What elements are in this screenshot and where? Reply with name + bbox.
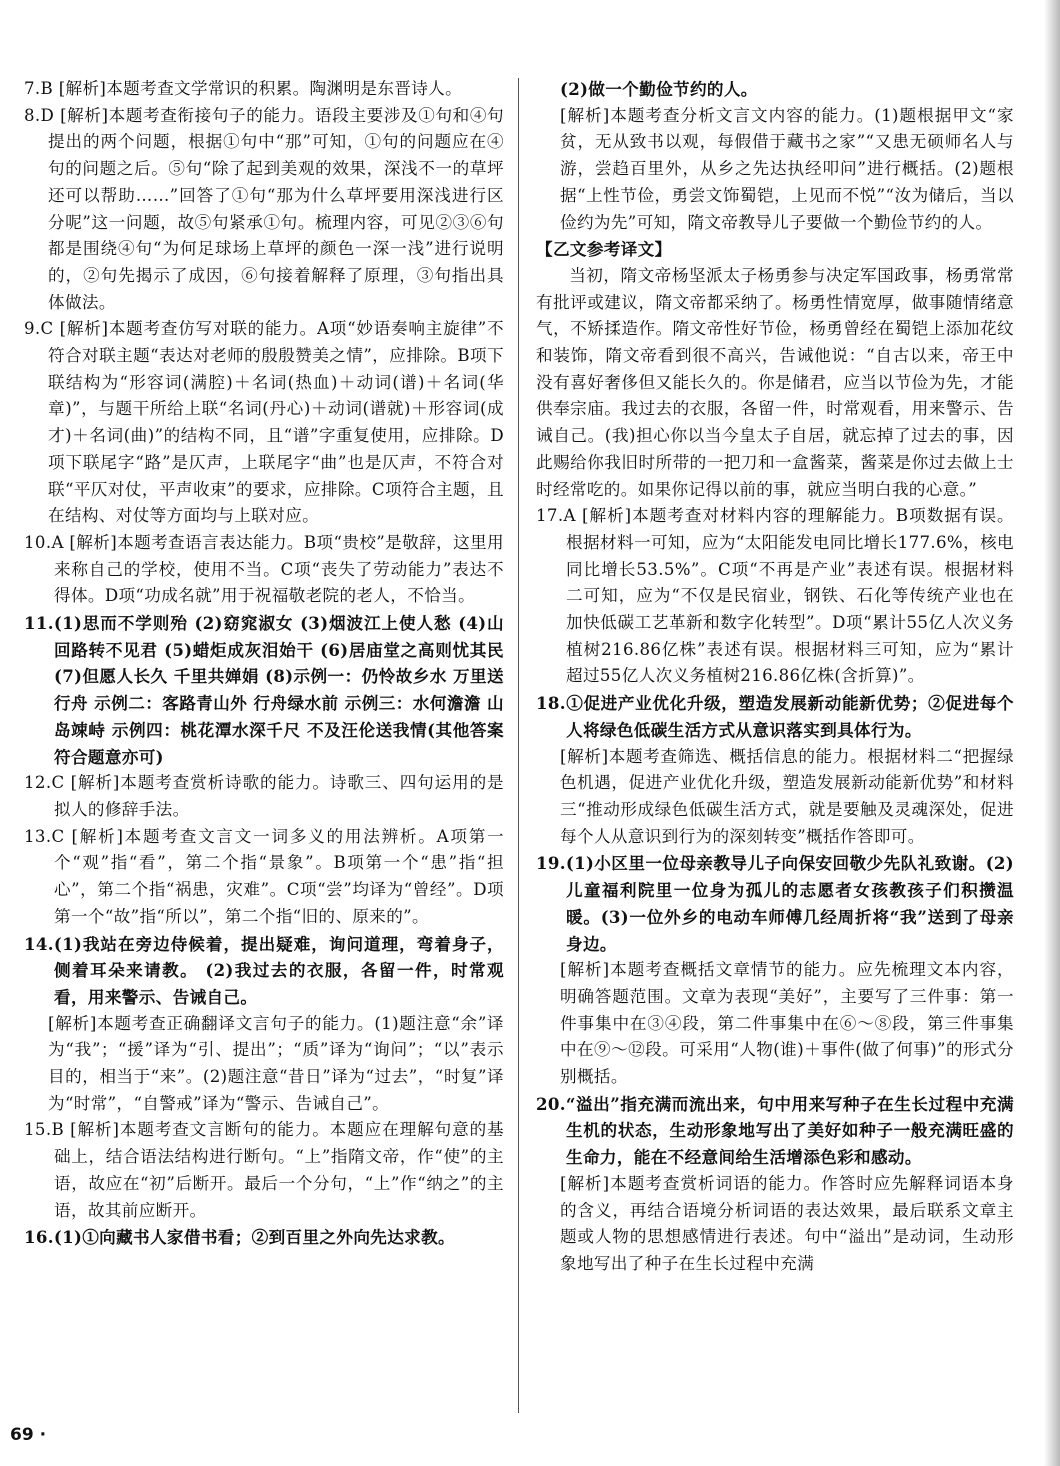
answer-paragraph: 9.C [解析]本题考查仿写对联的能力。A项“妙语奏响主旋律”不符合对联主题“表达对老师的殷殷赞美之情”，应排除。B项下联结构为“形容词(满腔)＋名词(热血)＋动词(谱)＋名词(华章)”，与题干所给上联“名词(丹心)＋动词(谱就)＋形容词(成才)＋名词(曲)”的结构不同，且“谱”字重复使用，应排除。D项下联尾字“路”是仄声，上联尾字“曲”也是仄声，不符合对联“平仄对仗，平声收束”的要求，应排除。C项符合主题，且在结构、对仗等方面均与上联对应。 bbox=[24, 319, 504, 526]
right-column bbox=[536, 76, 1014, 1278]
answer-paragraph: 15.B [解析]本题考查文言断句的能力。本题应在理解句意的基础上，结合语法结构进行断句。“上”指隋文帝，作“使”的主语，故应在“初”后断开。最后一个分句，“上”作“纳之”的主语，故其前应断开。 bbox=[24, 1120, 504, 1220]
answer-paragraph: 17.A [解析]本题考查对材料内容的理解能力。B项数据有误。根据材料一可知，应为“太阳能发电同比增长177.6%，核电同比增长53.5%”。C项“不再是产业”表述有误。根据材料二可知，应为“不仅是民宿业，钢铁、石化等传统产业也在加快低碳工艺革新和数字化转型”。D项“累计55亿人次义务植树216.86亿株”表述有误。根据材料三可知，应为“累计超过55亿人次义务植树216.86亿株(含折算)”。 bbox=[536, 506, 1014, 686]
answer-paragraph: 当初，隋文帝杨坚派太子杨勇参与决定军国政事，杨勇常常有批评或建议，隋文帝都采纳了。杨勇性情宽厚，做事随情绪意气，不矫揉造作。隋文帝性好节俭，杨勇曾经在蜀铠上添加花纹和装饰，隋文帝看到很不高兴，告诫他说：“自古以来，帝王中没有喜好奢侈但又能长久的。你是储君，应当以节俭为先，才能供奉宗庙。我过去的衣服，各留一件，时常观看，用来警示、告诫自己。(我)担心你以当今皇太子自居，就忘掉了过去的事，因此赐给你我旧时所带的一把刀和一盒酱菜，酱菜是你过去做上士时经常吃的。如果你记得以前的事，就应当明白我的心意。” bbox=[536, 265, 1014, 499]
answer-paragraph: [解析]本题考查正确翻译文言句子的能力。(1)题注意“余”译为“我”；“援”译为“引、提出”；“质”译为“询问”；“以”表示目的，相当于“来”。(2)题注意“昔日”译为“过去”，“时复”译为“时常”，“自警戒”译为“警示、告诫自己”。 bbox=[48, 1013, 504, 1113]
answer-paragraph: [解析]本题考查赏析词语的能力。作答时应先解释词语本身的含义，再结合语境分析词语的表达效果，最后联系文章主题或人物的思想感情进行表述。句中“溢出”是动词，生动形象地写出了种子在生长过程中充满 bbox=[560, 1173, 1014, 1273]
left-column bbox=[24, 76, 504, 1251]
page-number: 69 · bbox=[10, 1425, 47, 1445]
answer-paragraph: 20.“溢出”指充满而流出来，句中用来写种子在生长过程中充满生机的状态，生动形象地写出了美好如种子一般充满旺盛的生命力，能在不经意间给生活增添色彩和感动。 bbox=[536, 1093, 1014, 1168]
answer-paragraph: 10.A [解析]本题考查语言表达能力。B项“贵校”是敬辞，这里用来称自己的学校，使用不当。C项“丧失了劳动能力”表达不得体。D项“功成名就”用于祝福敬老院的老人，不恰当。 bbox=[24, 532, 504, 606]
answer-paragraph: 7.B [解析]本题考查文学常识的积累。陶渊明是东晋诗人。 bbox=[24, 79, 463, 98]
answer-paragraph: 11.(1)思而不学则殆 (2)窈窕淑女 (3)烟波江上使人愁 (4)山回路转不见君 (5)蜡炬成灰泪始干 (6)居庙堂之高则忧其民 (7)但愿人长久 千里共婵娟 (8)示例一：仍怜故乡水 万里送行舟 示例二：客路青山外 行舟绿水前 示例三：水何澹澹 山岛竦峙 示例四：桃花潭水深千尺 不及汪伦送我情(其他答案符合题意亦可) bbox=[24, 613, 504, 767]
page-edge-shadow bbox=[1044, 0, 1060, 1466]
answer-paragraph: 19.(1)小区里一位母亲教导儿子向保安回敬少先队礼致谢。(2)儿童福利院里一位身为孤儿的志愿者女孩教孩子们积攒温暖。(3)一位外乡的电动车师傅几经周折将“我”送到了母亲身边。 bbox=[536, 853, 1014, 954]
answer-paragraph: 13.C [解析]本题考查文言文一词多义的用法辨析。A项第一个“观”指“看”，第二个指“景象”。B项第一个“患”指“担心”，第二个指“祸患，灾难”。C项“尝”均译为“曾经”。D项第一个“故”指“所以”，第二个指“旧的、原来的”。 bbox=[24, 826, 504, 926]
answer-paragraph: 【乙文参考译文】 bbox=[536, 239, 672, 260]
answer-paragraph: 16.(1)①向藏书人家借书看；②到百里之外向先达求教。 bbox=[24, 1227, 455, 1248]
answer-paragraph: 12.C [解析]本题考查赏析诗歌的能力。诗歌三、四句运用的是拟人的修辞手法。 bbox=[24, 773, 504, 819]
column-divider bbox=[518, 78, 519, 1413]
answer-paragraph: 18.①促进产业优化升级，塑造发展新动能新优势；②促进每个人将绿色低碳生活方式从意识落实到具体行为。 bbox=[536, 693, 1014, 740]
answer-paragraph: 14.(1)我站在旁边侍候着，提出疑难，询问道理，弯着身子，侧着耳朵来请教。 (2)我过去的衣服，各留一件，时常观看，用来警示、告诫自己。 bbox=[24, 933, 504, 1007]
answer-paragraph: [解析]本题考查分析文言文内容的能力。(1)题根据甲文“家贫，无从致书以观，每假借于藏书之家”“又患无硕师名人与游，尝趋百里外，从乡之先达执经叩问”进行概括。(2)题根据“上性节俭，勇尝文饰蜀铠，上见而不悦”“汝为储后，当以俭约为先”可知，隋文帝教导儿子要做一个勤俭节约的人。 bbox=[560, 105, 1014, 232]
answer-paragraph: (2)做一个勤俭节约的人。 bbox=[560, 79, 758, 99]
answer-paragraph: [解析]本题考查筛选、概括信息的能力。根据材料二“把握绿色机遇，促进产业优化升级，塑造发展新动能新优势”和材料三“推动形成绿色低碳生活方式，就是要触及灵魂深处，促进每个人从意识到行为的深刻转变”概括作答即可。 bbox=[560, 746, 1014, 846]
answer-paragraph: 8.D [解析]本题考查衔接句子的能力。语段主要涉及①句和④句提出的两个问题，根据①句中“那”可知，①句的问题应在④句的问题之后。⑤句“除了起到美观的效果，深浅不一的草坪还可以帮助……”回答了①句“那为什么草坪要用深浅进行区分呢”这一问题，故⑤句紧承①句。梳理内容，可见②③⑥句都是围绕④句“为何足球场上草坪的颜色一深一浅”进行说明的，②句先揭示了成因，⑥句接着解释了原理，③句指出具体做法。 bbox=[24, 105, 504, 312]
answer-paragraph: [解析]本题考查概括文章情节的能力。应先梳理文本内容，明确答题范围。文章为表现“美好”，主要写了三件事：第一件事集中在③④段，第二件事集中在⑥～⑧段，第三件事集中在⑨～⑫段。可采用“人物(谁)＋事件(做了何事)”的形式分别概括。 bbox=[560, 960, 1014, 1087]
